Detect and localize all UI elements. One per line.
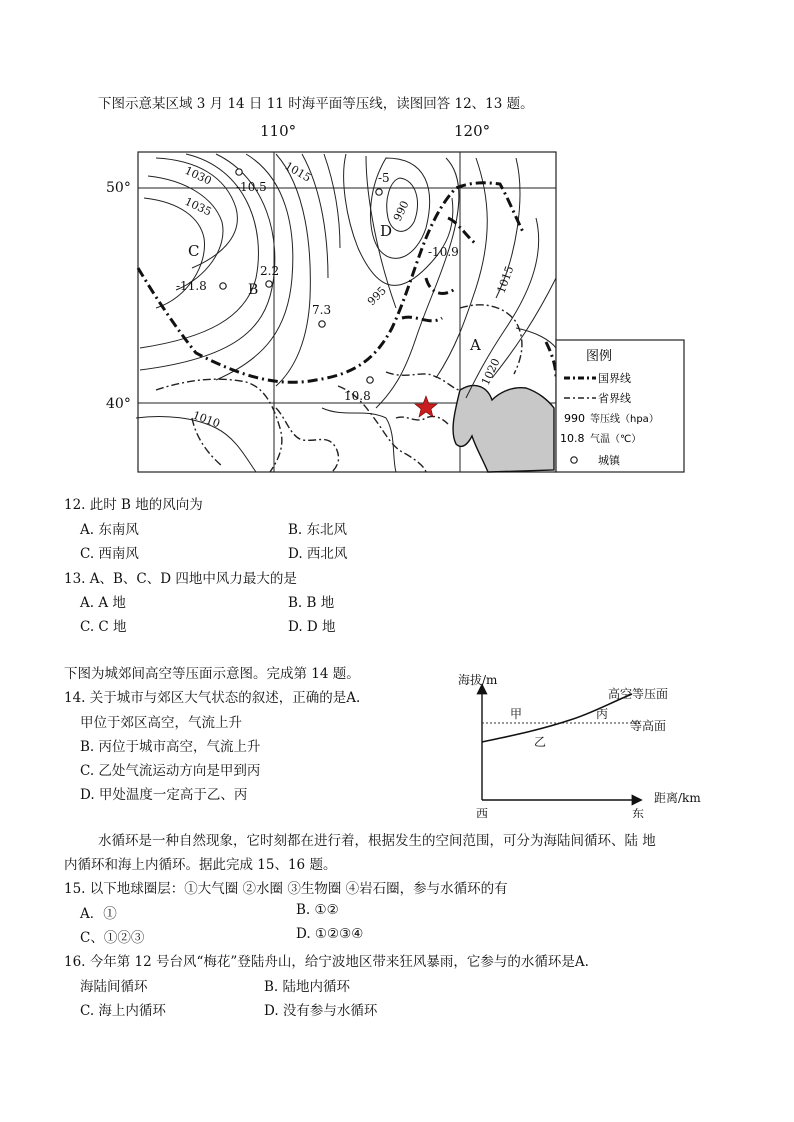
- q14-option-a[interactable]: 甲位于郊区高空，气流上升: [80, 715, 242, 731]
- towns: [220, 169, 382, 383]
- intro-q14: 下图为城郊间高空等压面示意图。完成第 14 题。: [64, 666, 360, 682]
- temp-7-3: 7.3: [312, 303, 332, 317]
- q13-option-c[interactable]: C. C 地: [80, 619, 127, 635]
- q12-option-d[interactable]: D. 西北风: [288, 546, 348, 562]
- legend-town: 城镇: [598, 454, 620, 467]
- q14-option-d[interactable]: D. 甲处温度一定高于乙、丙: [80, 787, 248, 803]
- q15-option-d[interactable]: D. ①②③④: [296, 926, 364, 942]
- jia-label: 甲: [510, 707, 523, 721]
- x-axis-label: 距离/km: [654, 791, 701, 805]
- q14-option-c[interactable]: C. 乙处气流运动方向是甲到丙: [80, 763, 261, 779]
- q14-option-b[interactable]: B. 丙位于城市高空，气流上升: [80, 739, 261, 755]
- temp-2-2: 2.2: [260, 264, 280, 278]
- isobar-map-svg: [96, 118, 686, 480]
- iso-1035-label: 1035: [182, 194, 214, 219]
- iso-1030-label: 1030: [182, 163, 214, 188]
- yi-label: 乙: [534, 735, 547, 749]
- q14-stem: 14. 关于城市与郊区大气状态的叙述，正确的是A.: [64, 690, 361, 706]
- legend-temp-sample: 10.8: [560, 432, 585, 445]
- town-4: [367, 377, 373, 383]
- lon-120-label: 120°: [454, 122, 491, 140]
- iso-1015-top-label: 1015: [282, 159, 314, 185]
- town-B: [266, 281, 272, 287]
- q13-option-b[interactable]: B. B 地: [288, 595, 335, 611]
- temp-m5: -5: [378, 171, 390, 185]
- q12-option-a[interactable]: A. 东南风: [80, 522, 139, 538]
- point-A-label: A: [470, 336, 481, 354]
- pressure-surface-graph: [440, 668, 730, 818]
- temp-10-8: 10.8: [344, 389, 371, 403]
- legend-temp: 气温（℃）: [590, 434, 642, 445]
- q12-option-b[interactable]: B. 东北风: [288, 522, 348, 538]
- lat-50-label: 50°: [106, 180, 131, 196]
- intro-q12-13: 下图示意某区域 3 月 14 日 11 时海平面等压线，读图回答 12、13 题。: [98, 96, 534, 112]
- q13-option-d[interactable]: D. D 地: [288, 619, 336, 635]
- red-star-icon: [415, 396, 437, 417]
- town-2: [376, 189, 382, 195]
- y-axis-label: 海拔/m: [458, 673, 498, 687]
- q16-option-b[interactable]: B. 陆地内循环: [264, 979, 351, 995]
- legend-title: 图例: [586, 349, 613, 364]
- town-1: [236, 169, 242, 175]
- iso-1020-label: 1020: [478, 356, 503, 388]
- q13-option-a[interactable]: A. A 地: [80, 595, 126, 611]
- surface-label: 高空等压面: [608, 687, 669, 701]
- iso-1010-label: 1010: [190, 408, 222, 431]
- sea-area: [453, 385, 554, 472]
- isobar-map: [96, 118, 686, 480]
- q13-stem: 13. A、B、C、D 四地中风力最大的是: [64, 571, 297, 587]
- q15-option-c[interactable]: C、①②③: [80, 930, 145, 946]
- town-C: [220, 283, 226, 289]
- water-para-line1: 水循环是一种自然现象，它时刻都在进行着，根据发生的空间范围，可分为海陆间循环、陆 地: [98, 833, 656, 849]
- lat-40-label: 40°: [106, 396, 131, 412]
- q15-option-a[interactable]: A．①: [80, 906, 117, 922]
- point-D-label: D: [380, 222, 393, 240]
- iso-995-label: 995: [364, 284, 389, 309]
- temp-m10-9: -10.9: [428, 245, 459, 259]
- q16-option-c[interactable]: C. 海上内循环: [80, 1003, 166, 1019]
- legend-isobar-sample: 990: [564, 412, 585, 425]
- q16-option-a[interactable]: 海陆间循环: [80, 979, 148, 995]
- q15-option-b[interactable]: B. ①②: [296, 902, 339, 918]
- q16-option-d[interactable]: D. 没有参与水循环: [264, 1003, 378, 1019]
- iso-1015-right-label: 1015: [494, 264, 517, 296]
- point-B-label: B: [248, 282, 259, 298]
- water-para-line2: 内循环和海上内循环。据此完成 15、16 题。: [64, 857, 337, 873]
- east-label: 东: [632, 807, 645, 818]
- point-C-label: C: [188, 242, 200, 260]
- map-legend: [556, 340, 684, 472]
- temp-m10-5: -10.5: [236, 180, 267, 194]
- legend-isobar: 等压线（hpa）: [590, 414, 659, 425]
- pressure-surface-svg: [440, 668, 730, 818]
- legend-national: 国界线: [598, 372, 631, 385]
- iso-990-label: 990: [390, 198, 412, 224]
- q12-option-c[interactable]: C. 西南风: [80, 546, 139, 562]
- lon-110-label: 110°: [260, 122, 297, 140]
- q15-stem: 15. 以下地球圈层：①大气圈 ②水圈 ③生物圈 ④岩石圈，参与水循环的有: [64, 881, 508, 897]
- q12-stem: 12. 此时 B 地的风向为: [64, 497, 203, 513]
- west-label: 西: [476, 807, 489, 818]
- q16-stem: 16. 今年第 12 号台风“梅花”登陆舟山，给宁波地区带来狂风暴雨，它参与的水循环是A.: [64, 954, 589, 970]
- temp-m11-8: -11.8: [176, 279, 207, 293]
- bing-label: 丙: [596, 707, 609, 721]
- level-label: 等高面: [630, 719, 667, 733]
- legend-provincial: 省界线: [598, 392, 631, 405]
- town-3: [319, 321, 325, 327]
- isobaric-surface: [482, 694, 632, 742]
